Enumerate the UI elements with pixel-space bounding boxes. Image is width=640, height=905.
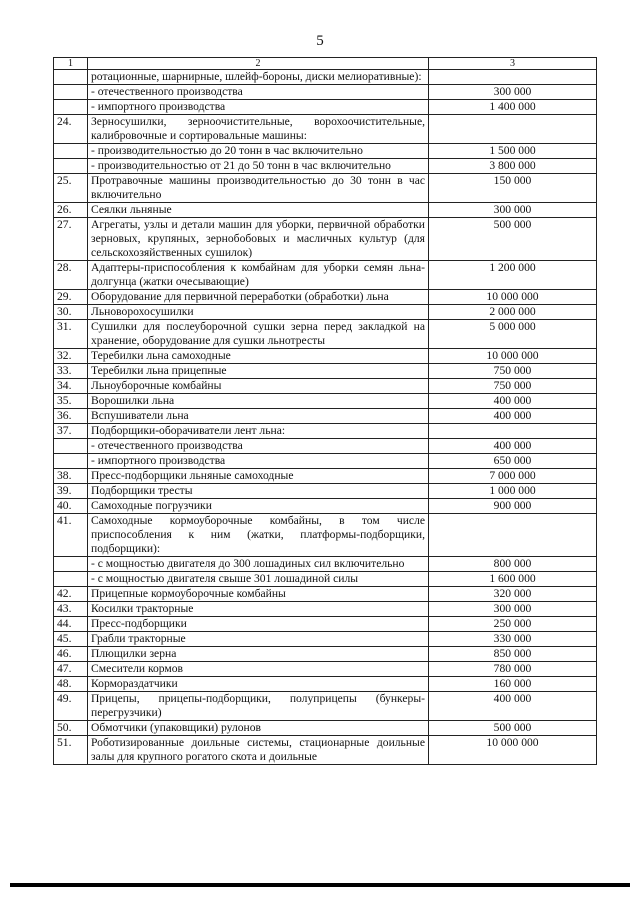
row-description: Агрегаты, узлы и детали машин для уборки, первичной обработки зерновых, крупяных, зернобобовых и масличных культур (для сельскохозяйственных сушилок) [88,218,429,261]
row-description: Прицепные кормоуборочные комбайны [88,587,429,602]
row-number [54,439,88,454]
row-description: - производительностью до 20 тонн в час включительно [88,144,429,159]
row-amount: 300 000 [429,85,597,100]
row-number: 41. [54,514,88,557]
row-amount: 7 000 000 [429,469,597,484]
row-amount: 500 000 [429,218,597,261]
row-amount: 750 000 [429,364,597,379]
table-row [54,409,597,424]
row-amount: 330 000 [429,632,597,647]
row-number: 42. [54,587,88,602]
row-description: - с мощностью двигателя до 300 лошадиных сил включительно [88,557,429,572]
row-number: 40. [54,499,88,514]
row-number: 46. [54,647,88,662]
row-number [54,159,88,174]
row-amount: 3 800 000 [429,159,597,174]
row-description: Самоходные кормоуборочные комбайны, в том числе приспособления к ним (жатки, платформы-подборщики, подборщики): [88,514,429,557]
row-amount: 850 000 [429,647,597,662]
row-number: 44. [54,617,88,632]
page-number: 5 [316,33,324,49]
row-number: 43. [54,602,88,617]
row-description: Пресс-подборщики [88,617,429,632]
table-row [54,632,597,647]
row-number [54,70,88,85]
row-description: - с мощностью двигателя свыше 301 лошадиной силы [88,572,429,587]
row-amount: 150 000 [429,174,597,203]
row-number: 37. [54,424,88,439]
table-row [54,439,597,454]
row-description: Теребилки льна самоходные [88,349,429,364]
table-row [54,85,597,100]
row-description: Сушилки для послеуборочной сушки зерна перед закладкой на хранение, оборудование для сушки льнотресты [88,320,429,349]
row-amount: 780 000 [429,662,597,677]
row-number: 28. [54,261,88,290]
header-col-2: 2 [88,58,429,70]
row-number [54,557,88,572]
table-row [54,218,597,261]
row-number: 47. [54,662,88,677]
table-row [54,469,597,484]
table-row [54,320,597,349]
table-row [54,115,597,144]
row-description: Протравочные машины производительностью до 30 тонн в час включительно [88,174,429,203]
table-header-row [54,58,597,70]
table-row [54,617,597,632]
table-row [54,174,597,203]
row-number: 35. [54,394,88,409]
table-row [54,484,597,499]
row-amount: 900 000 [429,499,597,514]
row-amount [429,70,597,85]
row-number: 51. [54,736,88,765]
row-description: Вспушиватели льна [88,409,429,424]
row-amount: 1 600 000 [429,572,597,587]
table-row [54,692,597,721]
row-description: Подборщики-оборачиватели лент льна: [88,424,429,439]
row-description: Зерносушилки, зерноочистительные, ворохоочистительные, калибровочные и сортировальные машины: [88,115,429,144]
table-row [54,736,597,765]
price-table [53,57,597,765]
table-row [54,721,597,736]
row-amount: 320 000 [429,587,597,602]
bottom-border-line [10,883,630,887]
row-description: Роботизированные доильные системы, стационарные доильные залы для крупного рогатого скота и доильные [88,736,429,765]
row-number: 24. [54,115,88,144]
table-row [54,144,597,159]
row-number: 39. [54,484,88,499]
row-amount: 2 000 000 [429,305,597,320]
header-col-3: 3 [429,58,597,70]
row-amount: 160 000 [429,677,597,692]
table-row [54,394,597,409]
row-description: Обмотчики (упаковщики) рулонов [88,721,429,736]
row-amount: 800 000 [429,557,597,572]
table-row [54,379,597,394]
row-number: 50. [54,721,88,736]
table-row [54,454,597,469]
row-amount: 10 000 000 [429,290,597,305]
row-description: Адаптеры-приспособления к комбайнам для уборки семян льна-долгунца (жатки очесывающие) [88,261,429,290]
table-row [54,572,597,587]
row-amount: 400 000 [429,409,597,424]
row-description: - отечественного производства [88,85,429,100]
row-amount [429,424,597,439]
table-row [54,100,597,115]
row-description: Пресс-подборщики льняные самоходные [88,469,429,484]
row-number: 45. [54,632,88,647]
row-description: Льноворохосушилки [88,305,429,320]
row-number: 31. [54,320,88,349]
row-number: 34. [54,379,88,394]
table-row [54,70,597,85]
row-number: 49. [54,692,88,721]
row-number [54,85,88,100]
row-description: Подборщики тресты [88,484,429,499]
row-amount: 10 000 000 [429,349,597,364]
row-amount: 10 000 000 [429,736,597,765]
row-description: Теребилки льна прицепные [88,364,429,379]
row-number: 33. [54,364,88,379]
table-row [54,514,597,557]
header-col-1: 1 [54,58,88,70]
row-number: 32. [54,349,88,364]
row-amount: 650 000 [429,454,597,469]
table-row [54,364,597,379]
row-description: - отечественного производства [88,439,429,454]
row-description: Кормораздатчики [88,677,429,692]
row-amount: 250 000 [429,617,597,632]
row-number: 36. [54,409,88,424]
row-number: 29. [54,290,88,305]
row-number: 25. [54,174,88,203]
row-amount: 1 200 000 [429,261,597,290]
row-description: Смесители кормов [88,662,429,677]
row-number [54,144,88,159]
table-row [54,587,597,602]
row-description: - производительностью от 21 до 50 тонн в час включительно [88,159,429,174]
row-number [54,454,88,469]
row-number: 48. [54,677,88,692]
row-number: 30. [54,305,88,320]
row-description: Косилки тракторные [88,602,429,617]
table-row [54,499,597,514]
table-row [54,290,597,305]
row-number [54,572,88,587]
table-body [54,58,597,765]
row-amount: 5 000 000 [429,320,597,349]
row-description: Самоходные погрузчики [88,499,429,514]
table-row [54,424,597,439]
table-row [54,203,597,218]
row-amount: 1 500 000 [429,144,597,159]
row-description: Льноуборочные комбайны [88,379,429,394]
table-row [54,647,597,662]
table-row [54,677,597,692]
row-description: - импортного производства [88,100,429,115]
row-amount: 1 000 000 [429,484,597,499]
row-description: Плющилки зерна [88,647,429,662]
row-amount: 500 000 [429,721,597,736]
table-row [54,557,597,572]
row-number: 27. [54,218,88,261]
row-description: Прицепы, прицепы-подборщики, полуприцепы (бункеры-перегрузчики) [88,692,429,721]
row-amount [429,115,597,144]
table-row [54,662,597,677]
row-description: Ворошилки льна [88,394,429,409]
row-description: - импортного производства [88,454,429,469]
row-description: Оборудование для первичной переработки (обработки) льна [88,290,429,305]
table-row [54,349,597,364]
row-amount [429,514,597,557]
row-number [54,100,88,115]
row-amount: 300 000 [429,203,597,218]
row-amount: 750 000 [429,379,597,394]
row-description: Сеялки льняные [88,203,429,218]
row-amount: 400 000 [429,439,597,454]
table-row [54,261,597,290]
row-description: ротационные, шарнирные, шлейф-бороны, диски мелиоративные): [88,70,429,85]
row-description: Грабли тракторные [88,632,429,647]
row-number: 38. [54,469,88,484]
table-row [54,159,597,174]
table-row [54,305,597,320]
row-amount: 400 000 [429,692,597,721]
row-amount: 300 000 [429,602,597,617]
row-amount: 400 000 [429,394,597,409]
table-row [54,602,597,617]
row-amount: 1 400 000 [429,100,597,115]
row-number: 26. [54,203,88,218]
